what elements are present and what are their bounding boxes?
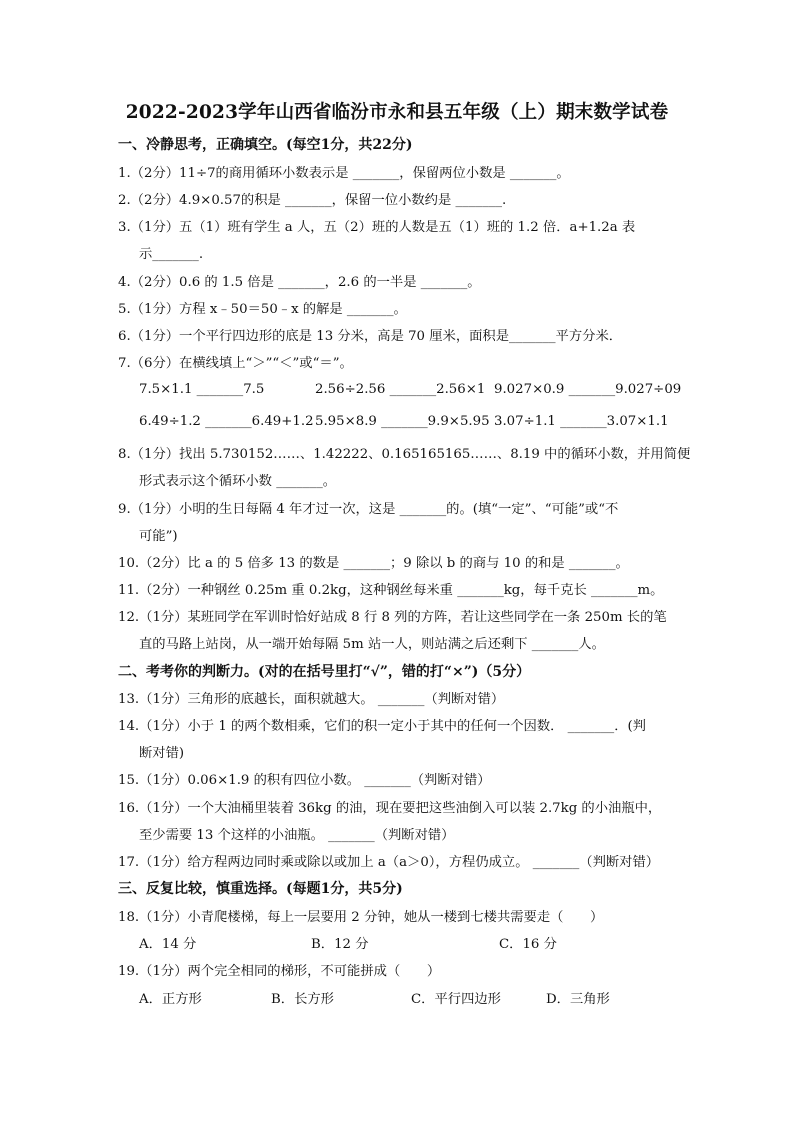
q7-item: 3.07÷1.1 _______3.07×1.1 [494,414,669,429]
question-9-continued: 可能”) [139,529,178,544]
question-19: 19.（1分）两个完全相同的梯形，不可能拼成（ ） [118,964,441,979]
question-8-continued: 形式表示这个循环小数 _______。 [139,474,337,489]
question-2: 2.（2分）4.9×0.57的积是 _______，保留一位小数约是 _______. [118,193,507,208]
question-5: 5.（1分）方程 x﹣50＝50﹣x 的解是 _______。 [118,302,407,317]
q19-option-b: B．长方形 [271,992,334,1007]
question-4: 4.（2分）0.6 的 1.5 倍是 _______，2.6 的一半是 _______。 [118,275,481,290]
q7-item: 7.5×1.1 _______7.5 [139,382,265,397]
q7-item: 9.027×0.9 _______9.027÷09 [494,382,682,397]
question-10: 10.（2分）比 a 的 5 倍多 13 的数是 _______；9 除以 b 的商与 10 的和是 _______。 [118,556,629,571]
question-1: 1.（2分）11÷7的商用循环小数表示是 _______，保留两位小数是 _______。 [118,166,570,181]
question-12-continued: 直的马路上站岗，从一端开始每隔 5m 站一人，则站满之后还剩下 _______人。 [139,637,605,652]
q7-item: 2.56÷2.56 _______2.56×1 [315,382,486,397]
question-13: 13.（1分）三角形的底越长，面积就越大。 _______（判断对错） [118,692,505,707]
section-heading-true-false: 二、考考你的判断力。(对的在括号里打“√”，错的打“×”)（5分） [118,664,531,680]
question-6: 6.（1分）一个平行四边形的底是 13 分米，高是 70 厘米，面积是_______平方分米． [118,329,623,344]
question-9: 9.（1分）小明的生日每隔 4 年才过一次，这是 _______的。(填“一定”、“可能”或“不 [118,502,619,517]
question-3-continued: 示_______. [139,247,204,262]
question-15: 15.（1分）0.06×1.9 的积有四位小数。 _______（判断对错） [118,773,491,788]
section-heading-multiple-choice: 三、反复比较，慎重选择。(每题1分，共5分) [118,881,403,897]
question-11: 11.（2分）一种钢丝 0.25m 重 0.2kg，这种钢丝每米重 _______kg，每千克长 _______m。 [118,583,664,598]
q19-option-d: D．三角形 [546,992,610,1007]
question-18: 18.（1分）小青爬楼梯，每上一层要用 2 分钟，她从一楼到七楼共需要走（ ） [118,910,604,925]
q18-option-b: B．12 分 [311,937,369,952]
q18-option-c: C．16 分 [499,937,557,952]
question-14-continued: 断对错) [139,746,185,761]
q19-option-a: A．正方形 [139,992,202,1007]
question-16-continued: 至少需要 13 个这样的小油瓶。 _______（判断对错） [139,828,455,843]
q19-option-c: C．平行四边形 [411,992,501,1007]
section-heading-fill-blank: 一、冷静思考，正确填空。(每空1分，共22分) [118,137,413,153]
q7-item: 6.49÷1.2 _______6.49+1.2 [139,414,314,429]
question-17: 17.（1分）给方程两边同时乘或除以或加上 a（a＞0），方程仍成立。 _______（判断对错） [118,855,660,870]
question-12: 12.（1分）某班同学在军训时恰好站成 8 行 8 列的方阵，若让这些同学在一条 250m 长的笔 [118,610,667,625]
question-3: 3.（1分）五（1）班有学生 a 人，五（2）班的人数是五（1）班的 1.2 倍．a+1.2a 表 [118,220,636,235]
question-16: 16.（1分）一个大油桶里装着 36kg 的油，现在要把这些油倒入可以装 2.7kg 的小油瓶中， [118,801,662,816]
page-title: 2022-2023学年山西省临汾市永和县五年级（上）期末数学试卷 [125,102,669,123]
q18-option-a: A．14 分 [139,937,197,952]
question-7: 7.（6分）在横线填上“＞”“＜”或“＝”。 [118,356,353,371]
q7-item: 5.95×8.9 _______9.9×5.95 [315,414,490,429]
question-8: 8.（1分）找出 5.730152……、1.42222、0.165165165……、8.19 中的循环小数，并用简便 [118,447,691,462]
question-14: 14.（1分）小于 1 的两个数相乘，它们的积一定小于其中的任何一个因数． _______．(判 [118,719,646,734]
